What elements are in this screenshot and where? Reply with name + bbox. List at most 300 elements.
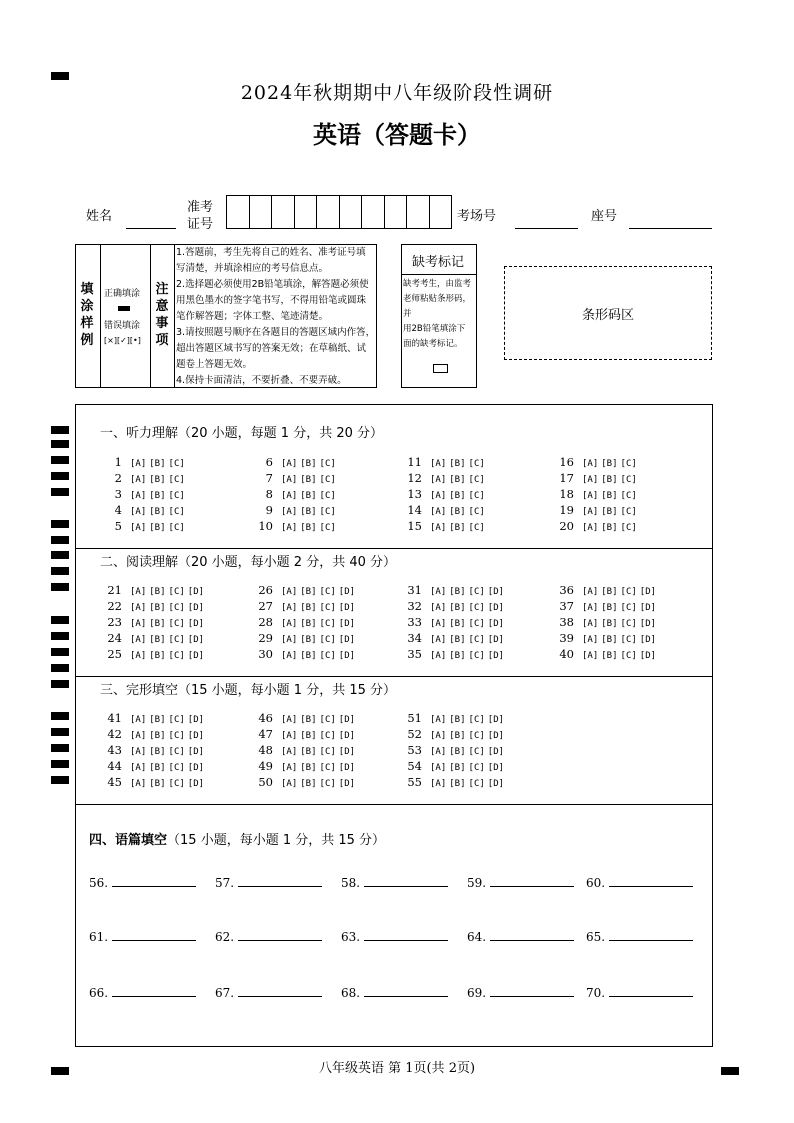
option-bubble-b[interactable]: [B]: [601, 603, 618, 613]
option-bubble-b[interactable]: [B]: [149, 763, 166, 773]
fill-blank-line[interactable]: [364, 939, 448, 941]
option-bubble-d[interactable]: [D]: [487, 651, 505, 661]
question-row: [400, 455, 488, 469]
option-bubble-b[interactable]: [B]: [449, 779, 466, 789]
option-bubble-b[interactable]: [B]: [300, 747, 317, 757]
timing-mark: [51, 776, 69, 784]
option-bubble-b[interactable]: [B]: [149, 619, 166, 629]
timing-mark: [51, 632, 69, 640]
question-number: 23: [107, 615, 122, 629]
question-row: [100, 775, 207, 789]
option-bubble-b[interactable]: [B]: [449, 715, 466, 725]
exam-id-cell[interactable]: [407, 196, 430, 228]
option-bubble-a[interactable]: [A]: [582, 603, 599, 613]
question-number: 27: [258, 599, 273, 613]
question-row: [552, 647, 659, 661]
option-bubble-a[interactable]: [A]: [582, 523, 599, 533]
option-bubble-a[interactable]: [A]: [582, 507, 599, 517]
fill-blank-item: [467, 930, 574, 944]
option-bubble-a[interactable]: [A]: [281, 587, 298, 597]
option-bubble-c[interactable]: [C]: [620, 459, 637, 469]
option-bubble-b[interactable]: [B]: [449, 459, 466, 469]
option-bubble-c[interactable]: [C]: [319, 523, 336, 533]
option-bubble-a[interactable]: [A]: [430, 507, 447, 517]
option-bubble-c[interactable]: [C]: [620, 651, 637, 661]
option-bubble-c[interactable]: [C]: [168, 523, 185, 533]
timing-mark: [51, 664, 69, 672]
fill-blank-item: [467, 986, 574, 1000]
option-bubble-a[interactable]: [A]: [430, 635, 447, 645]
option-bubble-d[interactable]: [D]: [187, 747, 205, 757]
option-bubble-d[interactable]: [D]: [338, 635, 356, 645]
fill-blank-line[interactable]: [490, 995, 574, 997]
exam-id-cell[interactable]: [340, 196, 363, 228]
option-bubble-b[interactable]: [B]: [149, 587, 166, 597]
option-bubble-d[interactable]: [D]: [639, 635, 657, 645]
option-bubble-b[interactable]: [B]: [300, 507, 317, 517]
option-bubble-c[interactable]: [C]: [168, 459, 185, 469]
option-bubble-c[interactable]: [C]: [319, 475, 336, 485]
question-number: 52: [407, 727, 422, 741]
option-bubble-b[interactable]: [B]: [149, 651, 166, 661]
option-bubble-a[interactable]: [A]: [430, 651, 447, 661]
option-bubble-b[interactable]: [B]: [300, 731, 317, 741]
question-row: [400, 743, 507, 757]
fill-blank-line[interactable]: [238, 939, 322, 941]
option-bubble-b[interactable]: [B]: [449, 587, 466, 597]
option-bubble-a[interactable]: [A]: [582, 475, 599, 485]
option-bubble-b[interactable]: [B]: [300, 715, 317, 725]
option-bubble-a[interactable]: [A]: [281, 763, 298, 773]
question-number: 32: [407, 599, 422, 613]
timing-mark: [51, 456, 69, 464]
option-bubble-b[interactable]: [B]: [149, 731, 166, 741]
option-bubble-c[interactable]: [C]: [168, 731, 185, 741]
option-bubble-c[interactable]: [C]: [319, 587, 336, 597]
fill-blank-line[interactable]: [609, 939, 693, 941]
fill-blank-number: 56.: [89, 876, 109, 890]
option-bubble-a[interactable]: [A]: [130, 731, 147, 741]
option-bubble-b[interactable]: [B]: [149, 635, 166, 645]
question-row: [251, 775, 358, 789]
option-bubble-d[interactable]: [D]: [187, 715, 205, 725]
option-bubble-c[interactable]: [C]: [468, 715, 485, 725]
option-bubble-d[interactable]: [D]: [187, 651, 205, 661]
option-bubble-a[interactable]: [A]: [281, 523, 298, 533]
option-bubble-c[interactable]: [C]: [468, 619, 485, 629]
option-bubble-a[interactable]: [A]: [130, 619, 147, 629]
option-bubble-c[interactable]: [C]: [620, 619, 637, 629]
option-bubble-a[interactable]: [A]: [430, 731, 447, 741]
option-bubble-c[interactable]: [C]: [620, 587, 637, 597]
option-bubble-a[interactable]: [A]: [582, 459, 599, 469]
option-bubble-a[interactable]: [A]: [281, 651, 298, 661]
option-bubble-d[interactable]: [D]: [338, 587, 356, 597]
option-bubble-c[interactable]: [C]: [168, 763, 185, 773]
option-bubble-b[interactable]: [B]: [300, 459, 317, 469]
room-field[interactable]: [515, 228, 578, 229]
option-bubble-d[interactable]: [D]: [187, 635, 205, 645]
option-bubble-a[interactable]: [A]: [130, 475, 147, 485]
option-bubble-a[interactable]: [A]: [130, 491, 147, 501]
option-bubble-d[interactable]: [D]: [187, 603, 205, 613]
option-bubble-c[interactable]: [C]: [168, 475, 185, 485]
question-row: [251, 727, 358, 741]
option-bubble-d[interactable]: [D]: [187, 779, 205, 789]
option-bubble-c[interactable]: [C]: [620, 635, 637, 645]
question-row: [100, 519, 188, 533]
option-bubble-b[interactable]: [B]: [300, 619, 317, 629]
option-bubble-d[interactable]: [D]: [487, 763, 505, 773]
option-bubble-a[interactable]: [A]: [281, 459, 298, 469]
option-bubble-a[interactable]: [A]: [430, 523, 447, 533]
fill-blank-line[interactable]: [238, 995, 322, 997]
option-bubble-a[interactable]: [A]: [430, 587, 447, 597]
option-bubble-c[interactable]: [C]: [468, 779, 485, 789]
question-row: [251, 615, 358, 629]
question-number: 22: [107, 599, 122, 613]
question-number: 35: [407, 647, 422, 661]
option-bubble-b[interactable]: [B]: [300, 635, 317, 645]
option-bubble-c[interactable]: [C]: [468, 507, 485, 517]
option-bubble-b[interactable]: [B]: [449, 619, 466, 629]
fill-blank-number: 61.: [89, 930, 109, 944]
option-bubble-b[interactable]: [B]: [149, 715, 166, 725]
option-bubble-a[interactable]: [A]: [130, 587, 147, 597]
option-bubble-d[interactable]: [D]: [187, 587, 205, 597]
option-bubble-b[interactable]: [B]: [601, 507, 618, 517]
section-title-cloze: 三、完形填空（15 小题，每小题 1 分，共 15 分）: [100, 683, 397, 698]
question-row: [400, 487, 488, 501]
exam-id-boxes[interactable]: [226, 195, 452, 229]
question-row: [400, 775, 507, 789]
question-row: [100, 711, 207, 725]
option-bubble-d[interactable]: [D]: [338, 779, 356, 789]
absent-title: 缺考标记: [412, 255, 465, 270]
fill-blank-line[interactable]: [112, 885, 196, 887]
exam-id-cell[interactable]: [295, 196, 318, 228]
exam-id-cell[interactable]: [272, 196, 295, 228]
wrong-fill-sample: [×][✓][•]: [104, 336, 141, 345]
option-bubble-a[interactable]: [A]: [130, 651, 147, 661]
fill-blank-number: 68.: [341, 986, 361, 1000]
timing-mark: [51, 583, 69, 591]
option-bubble-a[interactable]: [A]: [430, 619, 447, 629]
fill-blank-number: 69.: [467, 986, 487, 1000]
question-number: 20: [559, 519, 574, 533]
option-bubble-c[interactable]: [C]: [319, 507, 336, 517]
absent-mark-checkbox[interactable]: [433, 364, 448, 373]
question-number: 30: [258, 647, 273, 661]
section-divider: [75, 676, 712, 677]
option-bubble-a[interactable]: [A]: [130, 459, 147, 469]
option-bubble-c[interactable]: [C]: [319, 619, 336, 629]
option-bubble-d[interactable]: [D]: [639, 587, 657, 597]
option-bubble-c[interactable]: [C]: [468, 747, 485, 757]
question-row: [400, 583, 507, 597]
option-bubble-c[interactable]: [C]: [620, 475, 637, 485]
question-row: [251, 583, 358, 597]
option-bubble-b[interactable]: [B]: [449, 747, 466, 757]
seat-field[interactable]: [629, 228, 712, 229]
option-bubble-b[interactable]: [B]: [449, 491, 466, 501]
question-row: [100, 583, 207, 597]
fill-blank-line[interactable]: [238, 885, 322, 887]
option-bubble-c[interactable]: [C]: [620, 507, 637, 517]
option-bubble-d[interactable]: [D]: [487, 603, 505, 613]
option-bubble-b[interactable]: [B]: [149, 491, 166, 501]
fill-blank-line[interactable]: [609, 885, 693, 887]
exam-title: 2024年秋期期中八年级阶段性调研: [240, 82, 554, 104]
option-bubble-a[interactable]: [A]: [130, 747, 147, 757]
option-bubble-c[interactable]: [C]: [168, 779, 185, 789]
timing-mark: [51, 760, 69, 768]
option-bubble-d[interactable]: [D]: [487, 715, 505, 725]
option-bubble-b[interactable]: [B]: [601, 635, 618, 645]
option-bubble-a[interactable]: [A]: [430, 459, 447, 469]
option-bubble-d[interactable]: [D]: [487, 587, 505, 597]
option-bubble-a[interactable]: [A]: [281, 603, 298, 613]
option-bubble-a[interactable]: [A]: [130, 763, 147, 773]
option-bubble-b[interactable]: [B]: [149, 603, 166, 613]
timing-mark: [51, 488, 69, 496]
exam-id-label-1: 准考: [187, 200, 214, 215]
option-bubble-c[interactable]: [C]: [319, 763, 336, 773]
option-bubble-b[interactable]: [B]: [149, 507, 166, 517]
option-bubble-a[interactable]: [A]: [281, 747, 298, 757]
option-bubble-d[interactable]: [D]: [338, 763, 356, 773]
option-bubble-a[interactable]: [A]: [430, 715, 447, 725]
exam-id-cell[interactable]: [385, 196, 408, 228]
option-bubble-c[interactable]: [C]: [319, 747, 336, 757]
question-row: [552, 487, 640, 501]
option-bubble-b[interactable]: [B]: [449, 651, 466, 661]
option-bubble-d[interactable]: [D]: [487, 635, 505, 645]
fill-blank-item: [215, 986, 322, 1000]
question-number: 38: [559, 615, 574, 629]
option-bubble-c[interactable]: [C]: [168, 587, 185, 597]
option-bubble-b[interactable]: [B]: [601, 619, 618, 629]
exam-id-cell[interactable]: [362, 196, 385, 228]
option-bubble-b[interactable]: [B]: [300, 779, 317, 789]
option-bubble-a[interactable]: [A]: [130, 507, 147, 517]
question-number: 11: [407, 455, 422, 469]
option-bubble-a[interactable]: [A]: [582, 651, 599, 661]
option-bubble-c[interactable]: [C]: [319, 635, 336, 645]
option-bubble-b[interactable]: [B]: [601, 491, 618, 501]
option-bubble-c[interactable]: [C]: [468, 651, 485, 661]
fill-example-label: 填 涂 样 例: [80, 282, 94, 348]
option-bubble-c[interactable]: [C]: [468, 459, 485, 469]
option-bubble-d[interactable]: [D]: [487, 779, 505, 789]
option-bubble-d[interactable]: [D]: [187, 731, 205, 741]
question-row: [251, 743, 358, 757]
question-row: [251, 711, 358, 725]
option-bubble-c[interactable]: [C]: [168, 507, 185, 517]
option-bubble-b[interactable]: [B]: [149, 779, 166, 789]
question-row: [100, 487, 188, 501]
option-bubble-b[interactable]: [B]: [601, 475, 618, 485]
option-bubble-a[interactable]: [A]: [281, 635, 298, 645]
option-bubble-c[interactable]: [C]: [468, 763, 485, 773]
option-bubble-a[interactable]: [A]: [130, 715, 147, 725]
timing-mark: [51, 648, 69, 656]
option-bubble-c[interactable]: [C]: [468, 491, 485, 501]
option-bubble-c[interactable]: [C]: [468, 731, 485, 741]
option-bubble-c[interactable]: [C]: [319, 731, 336, 741]
section-title-passage-fill-rest: （15 小题，每小题 1 分，共 15 分）: [167, 833, 386, 848]
option-bubble-a[interactable]: [A]: [281, 491, 298, 501]
question-row: [552, 583, 659, 597]
option-bubble-b[interactable]: [B]: [601, 587, 618, 597]
exam-id-cell[interactable]: [430, 196, 452, 228]
exam-id-cell[interactable]: [227, 196, 250, 228]
option-bubble-c[interactable]: [C]: [319, 715, 336, 725]
option-bubble-a[interactable]: [A]: [130, 635, 147, 645]
option-bubble-a[interactable]: [A]: [430, 763, 447, 773]
option-bubble-c[interactable]: [C]: [468, 475, 485, 485]
option-bubble-c[interactable]: [C]: [319, 651, 336, 661]
option-bubble-c[interactable]: [C]: [620, 491, 637, 501]
option-bubble-d[interactable]: [D]: [338, 731, 356, 741]
question-row: [552, 503, 640, 517]
option-bubble-b[interactable]: [B]: [449, 635, 466, 645]
fill-blank-number: 64.: [467, 930, 487, 944]
option-bubble-a[interactable]: [A]: [582, 491, 599, 501]
fill-blank-line[interactable]: [364, 885, 448, 887]
fill-blank-line[interactable]: [609, 995, 693, 997]
fill-blank-item: [341, 930, 448, 944]
option-bubble-b[interactable]: [B]: [300, 475, 317, 485]
question-row: [100, 471, 188, 485]
option-bubble-c[interactable]: [C]: [319, 779, 336, 789]
option-bubble-c[interactable]: [C]: [168, 635, 185, 645]
fill-blank-line[interactable]: [112, 939, 196, 941]
option-bubble-a[interactable]: [A]: [430, 491, 447, 501]
name-field[interactable]: [126, 228, 176, 229]
question-number: 46: [258, 711, 273, 725]
option-bubble-d[interactable]: [D]: [639, 603, 657, 613]
option-bubble-b[interactable]: [B]: [149, 475, 166, 485]
fill-blank-line[interactable]: [112, 995, 196, 997]
option-bubble-b[interactable]: [B]: [300, 523, 317, 533]
option-bubble-b[interactable]: [B]: [601, 459, 618, 469]
option-bubble-c[interactable]: [C]: [168, 651, 185, 661]
fill-blank-item: [215, 930, 322, 944]
option-bubble-d[interactable]: [D]: [187, 763, 205, 773]
option-bubble-d[interactable]: [D]: [338, 715, 356, 725]
option-bubble-b[interactable]: [B]: [149, 459, 166, 469]
option-bubble-b[interactable]: [B]: [449, 603, 466, 613]
option-bubble-b[interactable]: [B]: [149, 523, 166, 533]
exam-id-cell[interactable]: [317, 196, 340, 228]
option-bubble-b[interactable]: [B]: [300, 763, 317, 773]
option-bubble-a[interactable]: [A]: [582, 619, 599, 629]
option-bubble-c[interactable]: [C]: [468, 523, 485, 533]
option-bubble-a[interactable]: [A]: [281, 731, 298, 741]
option-bubble-a[interactable]: [A]: [430, 747, 447, 757]
option-bubble-d[interactable]: [D]: [187, 619, 205, 629]
option-bubble-d[interactable]: [D]: [639, 651, 657, 661]
option-bubble-b[interactable]: [B]: [300, 603, 317, 613]
option-bubble-a[interactable]: [A]: [130, 779, 147, 789]
question-number: 29: [258, 631, 273, 645]
option-bubble-b[interactable]: [B]: [300, 651, 317, 661]
option-bubble-a[interactable]: [A]: [130, 603, 147, 613]
fill-blank-item: [341, 876, 448, 890]
question-row: [100, 615, 207, 629]
option-bubble-d[interactable]: [D]: [338, 619, 356, 629]
option-bubble-a[interactable]: [A]: [281, 715, 298, 725]
exam-id-cell[interactable]: [250, 196, 273, 228]
option-bubble-a[interactable]: [A]: [281, 475, 298, 485]
option-bubble-b[interactable]: [B]: [300, 491, 317, 501]
option-bubble-d[interactable]: [D]: [338, 651, 356, 661]
option-bubble-c[interactable]: [C]: [168, 619, 185, 629]
option-bubble-b[interactable]: [B]: [300, 587, 317, 597]
question-row: [251, 503, 339, 517]
option-bubble-a[interactable]: [A]: [281, 779, 298, 789]
option-bubble-a[interactable]: [A]: [430, 779, 447, 789]
timing-mark: [51, 551, 69, 559]
option-bubble-d[interactable]: [D]: [338, 603, 356, 613]
option-bubble-d[interactable]: [D]: [487, 731, 505, 741]
option-bubble-b[interactable]: [B]: [449, 475, 466, 485]
fill-blank-line[interactable]: [490, 939, 574, 941]
option-bubble-c[interactable]: [C]: [620, 603, 637, 613]
option-bubble-c[interactable]: [C]: [168, 747, 185, 757]
option-bubble-c[interactable]: [C]: [168, 715, 185, 725]
question-row: [100, 455, 188, 469]
question-number: 53: [407, 743, 422, 757]
option-bubble-a[interactable]: [A]: [582, 587, 599, 597]
option-bubble-c[interactable]: [C]: [319, 459, 336, 469]
option-bubble-c[interactable]: [C]: [168, 603, 185, 613]
option-bubble-b[interactable]: [B]: [449, 507, 466, 517]
question-number: 1: [114, 455, 122, 469]
fill-blank-number: 65.: [586, 930, 606, 944]
option-bubble-b[interactable]: [B]: [449, 763, 466, 773]
fill-blank-line[interactable]: [364, 995, 448, 997]
option-bubble-d[interactable]: [D]: [338, 747, 356, 757]
question-row: [251, 455, 339, 469]
timing-mark: [51, 567, 69, 575]
option-bubble-b[interactable]: [B]: [449, 523, 466, 533]
option-bubble-a[interactable]: [A]: [430, 603, 447, 613]
option-bubble-c[interactable]: [C]: [168, 491, 185, 501]
option-bubble-b[interactable]: [B]: [149, 747, 166, 757]
option-bubble-a[interactable]: [A]: [281, 619, 298, 629]
option-bubble-b[interactable]: [B]: [601, 523, 618, 533]
option-bubble-b[interactable]: [B]: [449, 731, 466, 741]
option-bubble-a[interactable]: [A]: [281, 507, 298, 517]
option-bubble-b[interactable]: [B]: [601, 651, 618, 661]
option-bubble-c[interactable]: [C]: [468, 603, 485, 613]
option-bubble-d[interactable]: [D]: [487, 747, 505, 757]
option-bubble-c[interactable]: [C]: [468, 587, 485, 597]
option-bubble-c[interactable]: [C]: [319, 491, 336, 501]
option-bubble-d[interactable]: [D]: [487, 619, 505, 629]
question-number: 47: [258, 727, 273, 741]
fill-blank-line[interactable]: [490, 885, 574, 887]
option-bubble-a[interactable]: [A]: [430, 475, 447, 485]
option-bubble-d[interactable]: [D]: [639, 619, 657, 629]
option-bubble-a[interactable]: [A]: [582, 635, 599, 645]
option-bubble-c[interactable]: [C]: [468, 635, 485, 645]
option-bubble-a[interactable]: [A]: [130, 523, 147, 533]
option-bubble-c[interactable]: [C]: [620, 523, 637, 533]
option-bubble-c[interactable]: [C]: [319, 603, 336, 613]
